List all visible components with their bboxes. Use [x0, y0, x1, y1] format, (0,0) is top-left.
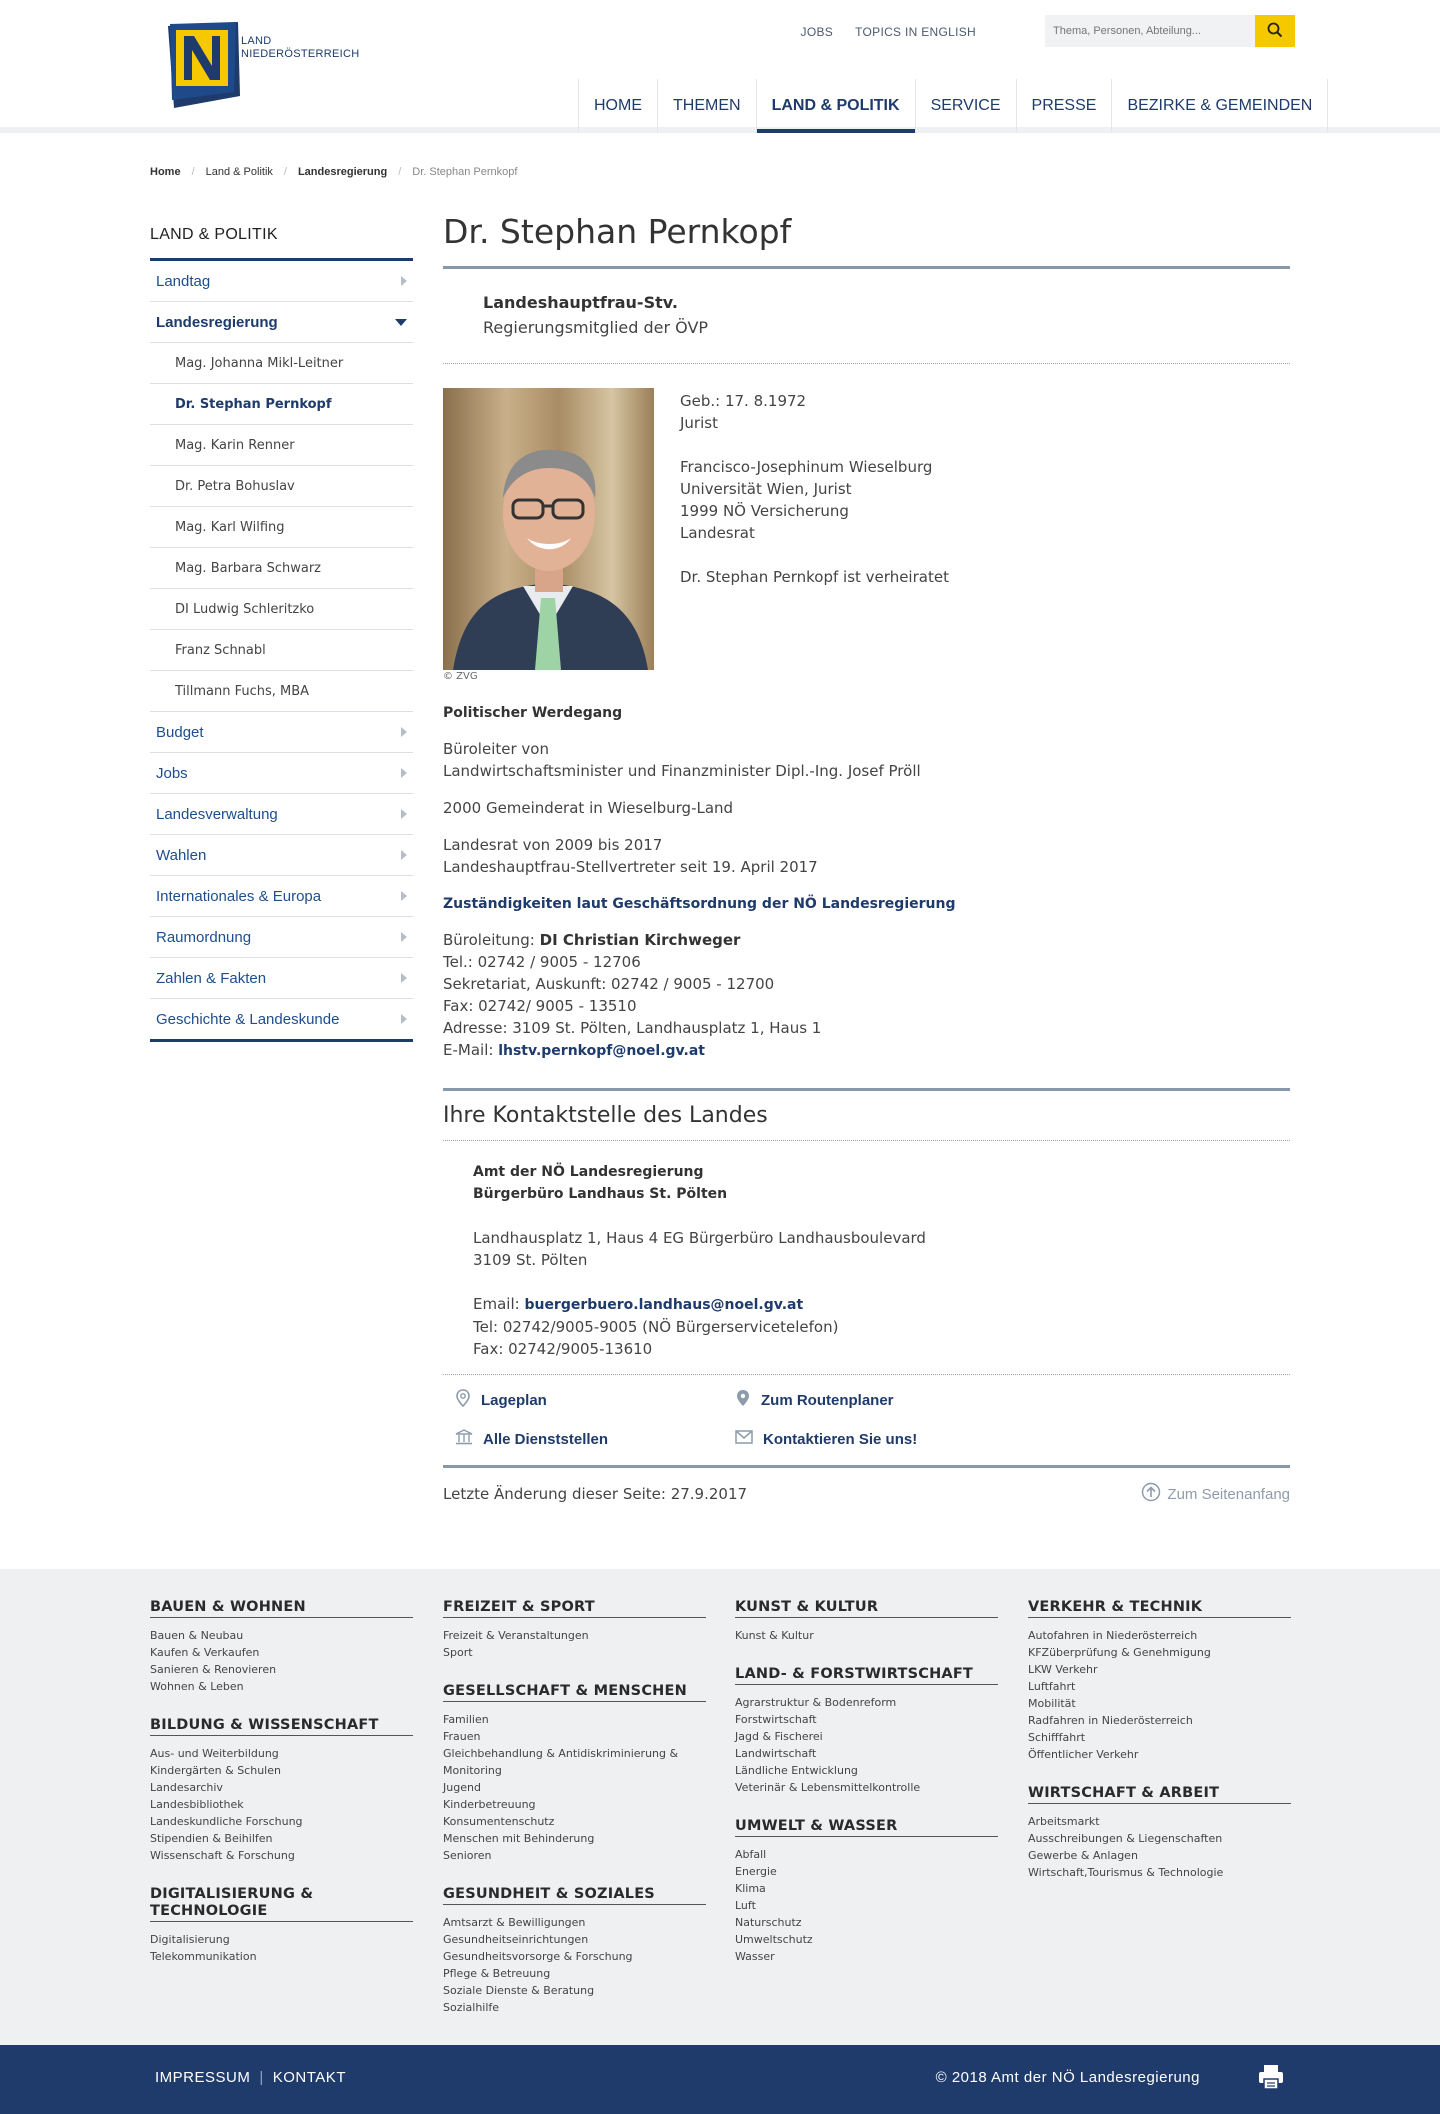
career-line: Landesrat von 2009 bis 2017 [443, 836, 663, 854]
map-pin-icon [455, 1389, 471, 1411]
footer-link[interactable]: Freizeit & Veranstaltungen [443, 1629, 589, 1642]
footer-heading: FREIZEIT & SPORT [443, 1599, 706, 1618]
footer-list [735, 1846, 998, 1965]
office-email-line [473, 1293, 1290, 1316]
sidebar-item-zahlen[interactable] [150, 958, 413, 999]
footer-link[interactable]: Landesarchiv [150, 1781, 223, 1794]
search-button[interactable] [1255, 15, 1295, 47]
footer-link[interactable]: Landeskundliche Forschung [150, 1815, 303, 1828]
main-nav [578, 79, 1328, 133]
dienststellen-link[interactable] [455, 1429, 735, 1449]
sidebar-item-raumordnung[interactable] [150, 917, 413, 958]
career-line: Landeshauptfrau-Stellvertreter seit 19. April 2017 [443, 858, 818, 876]
footer-link[interactable]: Wissenschaft & Forschung [150, 1849, 295, 1862]
footer-link[interactable]: Soziale Dienste & Beratung [443, 1984, 595, 1997]
nav-bezirke[interactable]: BEZIRKE & GEMEINDEN [1112, 79, 1328, 133]
office-name: DI Christian Kirchweger [539, 931, 741, 949]
sidebar-item-label: Zahlen & Fakten [156, 969, 267, 987]
nav-themen[interactable]: THEMEN [658, 79, 757, 133]
kontakt-bottom-link[interactable]: KONTAKT [272, 2069, 346, 2086]
footer-list [735, 1627, 998, 1644]
search-icon [1267, 22, 1283, 41]
career-title: Politischer Werdegang [443, 705, 623, 721]
sidebar-item-jobs[interactable] [150, 753, 413, 794]
footer-column [443, 1599, 706, 2038]
sidebar-item-label: Raumordnung [156, 928, 252, 946]
career-line: Landwirtschaftsminister und Finanzminister Dipl.-Ing. Josef Pröll [443, 762, 921, 780]
office-address: Landhausplatz 1, Haus 4 EG Bürgerbüro Landhausboulevard [473, 1229, 926, 1247]
contact-details [443, 929, 1290, 1062]
chevron-right-icon [401, 850, 407, 860]
footer-link[interactable]: Agrarstruktur & Bodenreform [735, 1696, 897, 1709]
mail-icon [735, 1430, 753, 1448]
footer-link[interactable]: Wohnen & Leben [150, 1680, 244, 1693]
footer-list [443, 1711, 706, 1864]
footer-link[interactable]: Abfall [735, 1848, 767, 1861]
copyright: © 2018 Amt der NÖ Landesregierung [935, 2069, 1200, 2086]
footer-list [735, 1694, 998, 1796]
footer-link[interactable]: Luft [735, 1899, 756, 1912]
sidebar-subitem[interactable]: Dr. Petra Bohuslav [150, 466, 413, 507]
bottom-separator: | [259, 2069, 264, 2086]
sidebar-item-label: Geschichte & Landeskunde [156, 1010, 340, 1028]
footer-list [1028, 1813, 1291, 1881]
profile-section [443, 388, 1290, 686]
footer-heading: BILDUNG & WISSENSCHAFT [150, 1717, 413, 1736]
footer-link[interactable]: Kindergärten & Schulen [150, 1764, 281, 1777]
footer-list [150, 1931, 413, 1965]
footer-link[interactable]: Pflege & Betreuung [443, 1967, 551, 1980]
bio-education: Universität Wien, Jurist [680, 480, 852, 498]
footer-link[interactable]: Naturschutz [735, 1916, 802, 1929]
footer-link[interactable]: Veterinär & Lebensmittelkontrolle [735, 1781, 921, 1794]
footer-heading: WIRTSCHAFT & ARBEIT [1028, 1785, 1291, 1804]
sidebar-item-landesverwaltung[interactable] [150, 794, 413, 835]
footer-link[interactable]: Digitalisierung [150, 1933, 230, 1946]
office-label: Büroleitung: [443, 931, 540, 949]
office-address: 3109 St. Pölten [473, 1251, 588, 1269]
sidebar-item-wahlen[interactable] [150, 835, 413, 876]
sidebar-item-label: Wahlen [156, 846, 207, 864]
footer-link[interactable]: KFZüberprüfung & Genehmigung [1028, 1646, 1211, 1659]
lageplan-label: Lageplan [481, 1391, 547, 1409]
search-input[interactable] [1045, 15, 1255, 47]
building-icon [455, 1429, 473, 1449]
sidebar-item-label: Landtag [156, 272, 211, 290]
breadcrumb [150, 166, 517, 178]
footer-link[interactable]: Landwirtschaft [735, 1747, 817, 1760]
jobs-link[interactable]: JOBS [800, 25, 834, 39]
footer-link[interactable]: Monitoring [443, 1764, 502, 1777]
routenplaner-label: Zum Routenplaner [761, 1391, 894, 1409]
footer-link[interactable]: Frauen [443, 1730, 481, 1743]
chevron-right-icon [401, 768, 407, 778]
site-header [0, 0, 1440, 133]
footer-link[interactable]: Gesundheitsvorsorge & Forschung [443, 1950, 633, 1963]
sidebar-item-label: Landesverwaltung [156, 805, 278, 823]
sidebar-item-landtag[interactable] [150, 261, 413, 302]
footer-list [443, 1914, 706, 2016]
footer-column [735, 1599, 998, 1987]
sidebar-item-label: Budget [156, 723, 204, 741]
footer-link[interactable]: Kaufen & Verkaufen [150, 1646, 260, 1659]
contact-links [443, 1375, 1290, 1459]
top-links [801, 25, 976, 39]
footer-link[interactable]: Gewerbe & Anlagen [1028, 1849, 1138, 1862]
role-box [443, 293, 1290, 337]
sidebar-item-label: Jobs [156, 764, 188, 782]
footer-heading [150, 1886, 413, 1922]
sidebar-subitem[interactable]: Mag. Barbara Schwarz [150, 548, 413, 589]
office-org: Amt der NÖ Landesregierung [473, 1164, 704, 1180]
footer-heading: KUNST & KULTUR [735, 1599, 998, 1618]
bio-profession: Jurist [680, 414, 718, 432]
sidebar-item-label: Internationales & Europa [156, 887, 322, 905]
sidebar-item-landesregierung[interactable] [150, 302, 413, 343]
footer-link[interactable]: Forstwirtschaft [735, 1713, 817, 1726]
footer-link[interactable]: Kinderbetreuung [443, 1798, 536, 1811]
routenplaner-link[interactable] [735, 1389, 1035, 1411]
footer-link[interactable]: Familien [443, 1713, 489, 1726]
footer-list [150, 1745, 413, 1864]
office-fax: Fax: 02742/9005-13610 [473, 1340, 653, 1358]
chevron-right-icon [401, 809, 407, 819]
footer-link[interactable]: Wirtschaft,Tourismus & Technologie [1028, 1866, 1224, 1879]
footer-link[interactable]: Ländliche Entwicklung [735, 1764, 858, 1777]
print-icon[interactable] [1257, 2063, 1285, 2095]
contact-fax: Fax: 02742/ 9005 - 13510 [443, 997, 637, 1015]
footer-link[interactable]: Gleichbehandlung & Antidiskriminierung & [443, 1747, 679, 1760]
nav-land-politik[interactable]: LAND & POLITIK [757, 79, 916, 133]
arrow-up-circle-icon [1141, 1482, 1161, 1506]
sidebar-item-geschichte[interactable] [150, 999, 413, 1040]
footer-link[interactable]: Öffentlicher Verkehr [1028, 1748, 1139, 1761]
kontakt-label: Kontaktieren Sie uns! [763, 1430, 918, 1448]
breadcrumb-landesregierung[interactable]: Landesregierung [297, 166, 388, 178]
sidebar-item-label: Landesregierung [156, 313, 278, 331]
career-section [443, 702, 1290, 1062]
footer-link[interactable]: Arbeitsmarkt [1028, 1815, 1100, 1828]
email-label: Email: [473, 1295, 525, 1313]
chevron-right-icon [401, 973, 407, 983]
nav-presse[interactable]: PRESSE [1017, 79, 1113, 133]
last-change-bar [443, 1465, 1290, 1506]
footer-heading: VERKEHR & TECHNIK [1028, 1599, 1291, 1618]
bio-education: 1999 NÖ Versicherung [680, 502, 849, 520]
career-paragraph [443, 738, 1290, 782]
footer-link[interactable]: Konsumentenschutz [443, 1815, 555, 1828]
portrait-photo [443, 388, 654, 670]
office-tel: Tel: 02742/9005-9005 (NÖ Bürgerservicetelefon) [473, 1318, 839, 1336]
sidebar-item-budget[interactable] [150, 712, 413, 753]
chevron-down-icon [395, 319, 407, 326]
bottom-links [155, 2069, 346, 2086]
footer-link[interactable]: Wasser [735, 1950, 775, 1963]
email-link[interactable]: lhstv.pernkopf@noel.gv.at [498, 1043, 705, 1059]
footer-link[interactable]: Klima [735, 1882, 766, 1895]
footer-link[interactable]: Stipendien & Beihilfen [150, 1832, 273, 1845]
nav-service[interactable]: SERVICE [916, 79, 1017, 133]
contact-office-title: Ihre Kontaktstelle des Landes [443, 1103, 768, 1128]
footer-link[interactable]: Sanieren & Renovieren [150, 1663, 277, 1676]
duties-link[interactable]: Zuständigkeiten laut Geschäftsordnung der NÖ Landesregierung [443, 896, 956, 912]
office-org: Bürgerbüro Landhaus St. Pölten [473, 1186, 728, 1202]
role-subtitle: Regierungsmitglied der ÖVP [483, 318, 709, 337]
dienststellen-label: Alle Dienststellen [483, 1430, 609, 1448]
lageplan-link[interactable] [455, 1389, 735, 1411]
footer-list [443, 1627, 706, 1661]
role-title: Landeshauptfrau-Stv. [483, 293, 678, 312]
breadcrumb-home[interactable]: Home [150, 166, 181, 178]
footer-list [1028, 1627, 1291, 1763]
footer-link[interactable]: Luftfahrt [1028, 1680, 1076, 1693]
sidebar [150, 226, 413, 1042]
footer-link[interactable]: Menschen mit Behinderung [443, 1832, 595, 1845]
contact-secretariat: Sekretariat, Auskunft: 02742 / 9005 - 12700 [443, 975, 775, 993]
office-email-link[interactable]: buergerbuero.landhaus@noel.gv.at [524, 1297, 804, 1313]
contact-tel: Tel.: 02742 / 9005 - 12706 [443, 953, 641, 971]
nav-home[interactable]: HOME [579, 79, 658, 133]
sidebar-subitem[interactable]: Mag. Karin Renner [150, 425, 413, 466]
topics-english-link[interactable]: TOPICS IN ENGLISH [855, 25, 976, 39]
career-line: Büroleiter von [443, 740, 549, 758]
career-paragraph: 2000 Gemeinderat in Wieselburg-Land [443, 799, 734, 817]
main-content [443, 212, 1290, 1506]
sidebar-subitem[interactable]: Mag. Johanna Mikl-Leitner [150, 343, 413, 384]
footer-link[interactable]: Telekommunikation [150, 1950, 257, 1963]
footer-heading: GESUNDHEIT & SOZIALES [443, 1886, 706, 1905]
footer-link[interactable]: Mobilität [1028, 1697, 1076, 1710]
contact-office-details [443, 1141, 1290, 1360]
footer-link[interactable]: Sozialhilfe [443, 2001, 500, 2014]
footer-link[interactable]: Jagd & Fischerei [735, 1730, 823, 1743]
noe-logo[interactable] [162, 22, 240, 108]
footer-column [1028, 1599, 1291, 1903]
sidebar-subitem[interactable]: Mag. Karl Wilfing [150, 507, 413, 548]
last-change: Letzte Änderung dieser Seite: 27.9.2017 [443, 1485, 748, 1503]
footer-link[interactable]: Schifffahrt [1028, 1731, 1086, 1744]
chevron-right-icon [401, 727, 407, 737]
footer-heading-line: TECHNOLOGIE [150, 1903, 268, 1919]
bottom-bar [0, 2045, 1440, 2114]
sidebar-subitem[interactable]: DI Ludwig Schleritzko [150, 589, 413, 630]
email-label: E-Mail: [443, 1041, 499, 1059]
footer-heading-line: DIGITALISIERUNG & [150, 1886, 314, 1902]
chevron-right-icon [401, 276, 407, 286]
dotted-divider [443, 363, 1290, 364]
kontakt-link[interactable] [735, 1429, 1035, 1449]
footer-link[interactable]: Umweltschutz [735, 1933, 813, 1946]
bio-education: Landesrat [680, 524, 755, 542]
sidebar-item-internationales[interactable] [150, 876, 413, 917]
footer-sitemap [0, 1569, 1440, 2045]
footer-column [150, 1599, 413, 1987]
footer-link[interactable]: Kunst & Kultur [735, 1629, 814, 1642]
breadcrumb-separator: / [283, 166, 287, 178]
footer-link[interactable]: Jugend [443, 1781, 481, 1794]
sidebar-title: LAND & POLITIK [150, 226, 413, 261]
breadcrumb-current: Dr. Stephan Pernkopf [412, 166, 518, 178]
footer-link[interactable]: Senioren [443, 1849, 492, 1862]
bio-family: Dr. Stephan Pernkopf ist verheiratet [680, 568, 949, 586]
footer-link[interactable]: Autofahren in Niederösterreich [1028, 1629, 1198, 1642]
footer-link[interactable]: Bauen & Neubau [150, 1629, 244, 1642]
map-marker-icon [735, 1389, 751, 1411]
bio [680, 390, 949, 588]
footer-link[interactable]: Gesundheitseinrichtungen [443, 1933, 589, 1946]
career-paragraph [443, 834, 1290, 878]
footer-link[interactable]: Amtsarzt & Bewilligungen [443, 1916, 586, 1929]
logo-text [241, 35, 359, 61]
chevron-right-icon [401, 1014, 407, 1024]
impressum-link[interactable]: IMPRESSUM [155, 2069, 251, 2086]
breadcrumb-separator: / [398, 166, 402, 178]
bio-born: Geb.: 17. 8.1972 [680, 392, 807, 410]
contact-office-box [443, 1088, 1290, 1506]
footer-link[interactable]: LKW Verkehr [1028, 1663, 1098, 1676]
sidebar-subitem[interactable]: Tillmann Fuchs, MBA [150, 671, 413, 712]
footer-link[interactable]: Sport [443, 1646, 473, 1659]
logo-text-line1: LAND [241, 35, 272, 47]
to-top-link[interactable] [1141, 1482, 1290, 1506]
sidebar-subitem-active[interactable]: Dr. Stephan Pernkopf [150, 384, 413, 425]
footer-link[interactable]: Ausschreibungen & Liegenschaften [1028, 1832, 1223, 1845]
footer-heading: BAUEN & WOHNEN [150, 1599, 413, 1618]
to-top-label: Zum Seitenanfang [1167, 1485, 1290, 1503]
footer-heading: UMWELT & WASSER [735, 1818, 998, 1837]
breadcrumb-separator: / [191, 166, 195, 178]
contact-address: Adresse: 3109 St. Pölten, Landhausplatz 1, Haus 1 [443, 1019, 822, 1037]
chevron-right-icon [401, 891, 407, 901]
sidebar-end-divider [150, 1039, 413, 1042]
footer-list [150, 1627, 413, 1695]
footer-link[interactable]: Radfahren in Niederösterreich [1028, 1714, 1193, 1727]
breadcrumb-land-politik[interactable]: Land & Politik [205, 166, 273, 178]
photo-credit: © ZVG [443, 671, 478, 682]
email-line [443, 1039, 1290, 1062]
footer-heading: LAND- & FORSTWIRTSCHAFT [735, 1666, 998, 1685]
office-line [443, 929, 1290, 951]
logo-text-line2: NIEDERÖSTERREICH [241, 48, 360, 60]
chevron-right-icon [401, 932, 407, 942]
footer-link[interactable]: Energie [735, 1865, 777, 1878]
footer-heading: GESELLSCHAFT & MENSCHEN [443, 1683, 706, 1702]
footer-link[interactable]: Landesbibliothek [150, 1798, 244, 1811]
bio-education: Francisco-Josephinum Wieselburg [680, 458, 933, 476]
footer-link[interactable]: Aus- und Weiterbildung [150, 1747, 279, 1760]
sidebar-subitem[interactable]: Franz Schnabl [150, 630, 413, 671]
page-title: Dr. Stephan Pernkopf [443, 212, 1290, 269]
